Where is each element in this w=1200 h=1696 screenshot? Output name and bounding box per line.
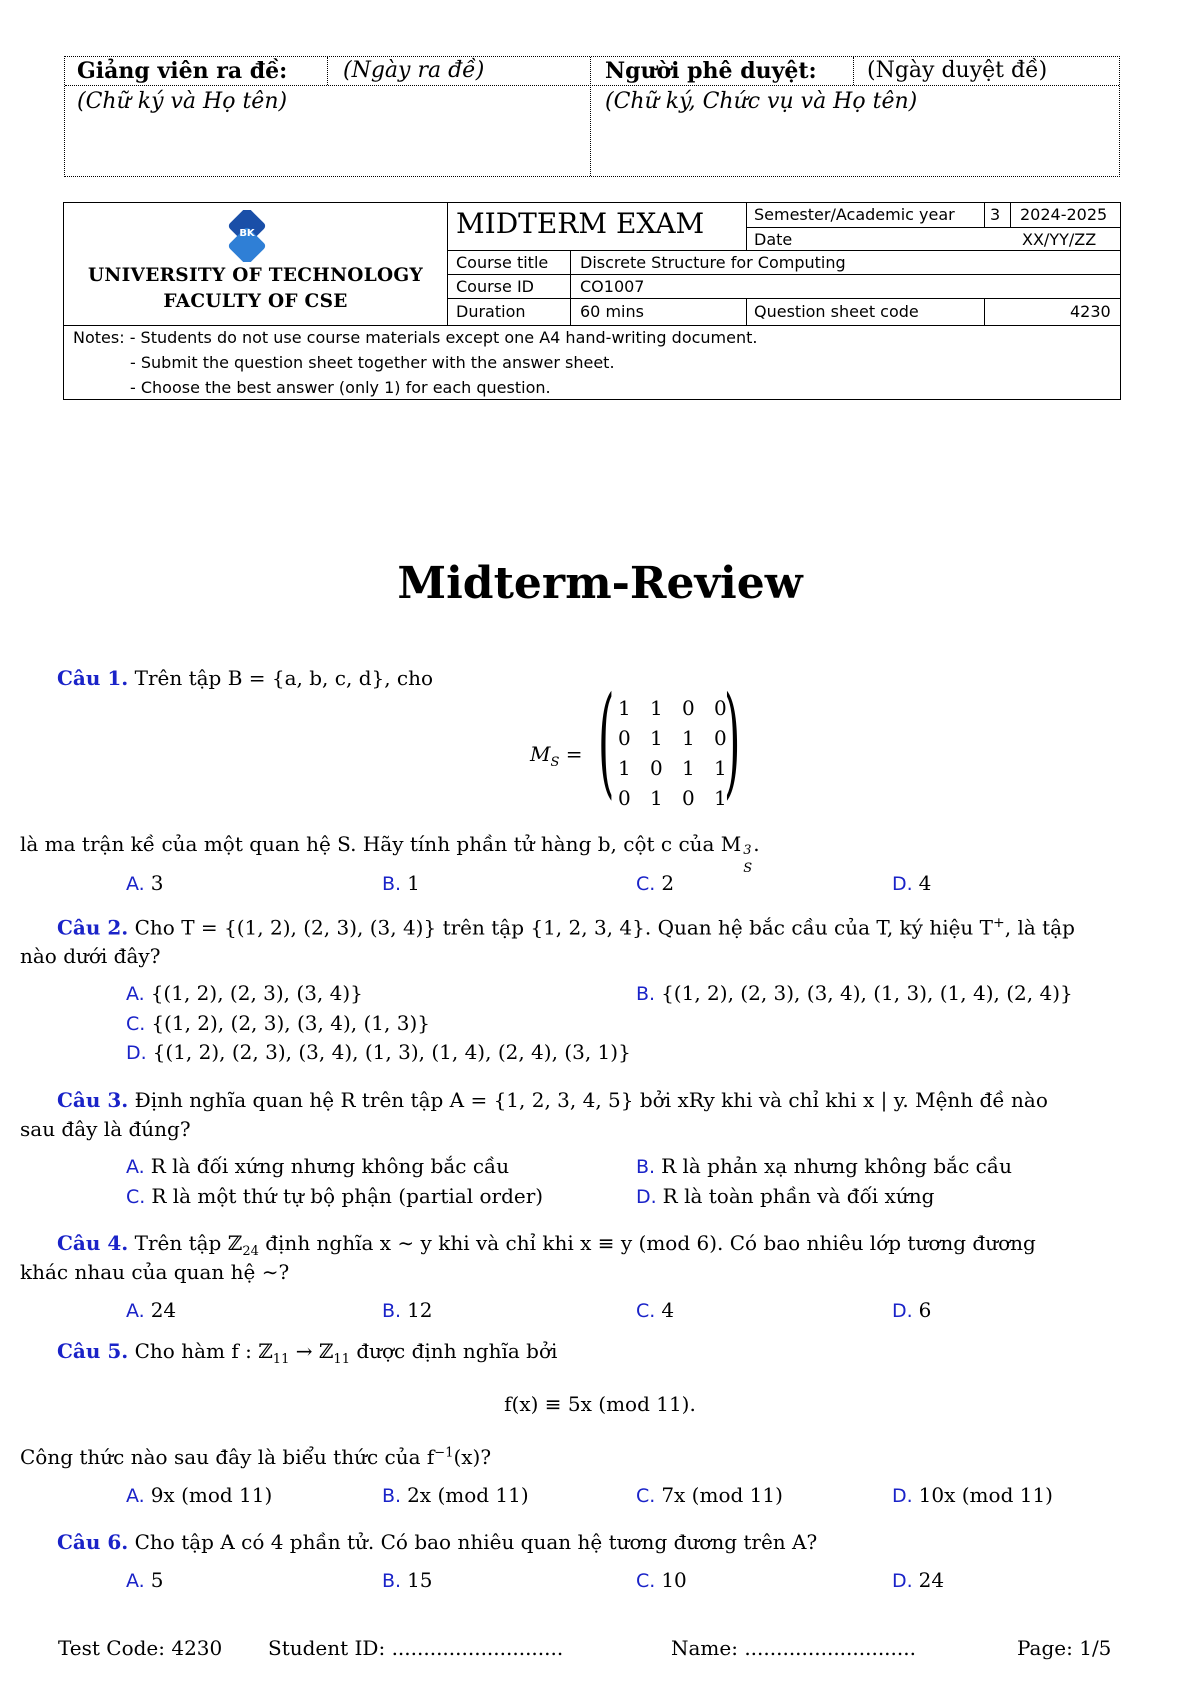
option-text: 24	[150, 1298, 177, 1322]
matrix-label	[530, 742, 583, 770]
answer-option[interactable]	[126, 1568, 163, 1592]
question-sheet-label: Question sheet code	[754, 302, 919, 321]
divider	[746, 227, 1120, 228]
answer-option[interactable]	[126, 1184, 543, 1208]
question-text: Cho hàm f : ℤ	[134, 1339, 273, 1363]
question-text: (x)?	[453, 1445, 492, 1469]
answer-option[interactable]	[892, 1483, 1053, 1507]
divider	[64, 325, 1120, 326]
matrix-cell: 0	[682, 786, 695, 810]
answer-option[interactable]	[636, 871, 674, 895]
note-line: - Choose the best answer (only 1) for each question.	[130, 378, 551, 397]
subscript: 11	[333, 1352, 350, 1367]
question-2-line2: nào dưới đây?	[20, 944, 161, 968]
option-text: 5	[150, 1568, 164, 1592]
option-letter: D.	[892, 873, 913, 895]
question-2	[57, 915, 1075, 940]
divider	[327, 57, 328, 85]
option-letter: B.	[636, 983, 656, 1005]
question-text: Cho tập A có 4 phần tử. Có bao nhiêu quan hệ tương đương trên A?	[134, 1530, 818, 1554]
answer-option[interactable]	[126, 981, 363, 1005]
divider	[447, 298, 1120, 299]
author-label: Giảng viên ra đề:	[77, 58, 288, 84]
subscript: 24	[242, 1244, 259, 1259]
footer-test-code: Test Code: 4230	[58, 1636, 223, 1660]
divider	[590, 57, 591, 176]
matrix-cell: 1	[682, 726, 695, 750]
option-text: 15	[407, 1568, 433, 1592]
prompt-subscript: S	[743, 861, 753, 876]
question-sheet-code: 4230	[1070, 302, 1111, 321]
option-text: R là toàn phần và đối xứng	[662, 1184, 935, 1208]
question-5	[57, 1339, 557, 1367]
approver-label: Người phê duyệt:	[605, 58, 817, 84]
divider	[447, 250, 1120, 251]
option-text: 6	[918, 1298, 932, 1322]
logo-text: BK	[239, 228, 255, 239]
divider	[746, 298, 747, 326]
question-number: Câu 3.	[57, 1088, 129, 1112]
option-text: 4	[918, 871, 932, 895]
subscript: 11	[272, 1352, 290, 1367]
approver-date: (Ngày duyệt đề)	[867, 58, 1048, 83]
question-1	[57, 666, 433, 690]
option-letter: B.	[382, 873, 402, 895]
option-letter: D.	[892, 1485, 913, 1507]
answer-option[interactable]	[126, 1154, 509, 1178]
matrix-cell: 1	[650, 786, 663, 810]
question-5-line2	[20, 1445, 491, 1469]
university-logo	[224, 210, 270, 262]
answer-option[interactable]	[126, 1298, 176, 1322]
equals-sign: =	[565, 742, 583, 766]
option-letter: B.	[382, 1300, 402, 1322]
answer-option[interactable]	[382, 1568, 433, 1592]
duration-value: 60 mins	[580, 302, 644, 321]
option-text: 10	[661, 1568, 687, 1592]
question-number: Câu 6.	[57, 1530, 129, 1554]
note-line: Notes: - Students do not use course materials except one A4 hand-writing document.	[73, 328, 758, 347]
date-value: XX/YY/ZZ	[1022, 230, 1097, 249]
course-id-value: CO1007	[580, 277, 645, 296]
option-letter: C.	[636, 1300, 656, 1322]
option-letter: D.	[892, 1300, 913, 1322]
answer-option[interactable]	[636, 1154, 1012, 1178]
course-title-label: Course title	[456, 253, 549, 272]
matrix-cell: 0	[618, 726, 631, 750]
answer-option[interactable]	[126, 871, 163, 895]
divider	[984, 298, 985, 326]
approver-signature: (Chữ ký, Chức vụ và Họ tên)	[605, 89, 918, 114]
option-text: {(1, 2), (2, 3), (3, 4), (1, 3)}	[151, 1011, 430, 1035]
answer-option[interactable]	[126, 1483, 272, 1507]
option-text: 3	[150, 871, 164, 895]
option-letter: D.	[892, 1570, 913, 1592]
answer-option[interactable]	[126, 1040, 631, 1064]
footer-page: Page: 1/5	[1017, 1636, 1112, 1660]
matrix-cell: 0	[714, 726, 727, 750]
divider	[853, 57, 854, 85]
exam-header-table	[63, 202, 1121, 400]
matrix-cell: 1	[618, 696, 631, 720]
option-text: {(1, 2), (2, 3), (3, 4), (1, 3), (1, 4), (2, 4), (3, 1)}	[152, 1040, 631, 1064]
divider	[570, 250, 571, 326]
answer-option[interactable]	[636, 1568, 687, 1592]
option-letter: D.	[126, 1042, 147, 1064]
question-4	[57, 1231, 1036, 1259]
answer-option[interactable]	[382, 1483, 529, 1507]
option-letter: C.	[126, 1186, 146, 1208]
option-letter: A.	[126, 1156, 145, 1178]
matrix-cell: 1	[650, 696, 663, 720]
option-text: {(1, 2), (2, 3), (3, 4)}	[150, 981, 363, 1005]
divider	[447, 274, 1120, 275]
question-text: được định nghĩa bởi	[349, 1339, 558, 1363]
footer-student-id: Student ID: ...........................	[268, 1636, 564, 1660]
prompt-superscript: 3	[743, 843, 752, 858]
question-text: Trên tập ℤ	[134, 1231, 243, 1255]
question-text: Định nghĩa quan hệ R trên tập A = {1, 2, 3, 4, 5} bởi xRy khi và chỉ khi x | y. Mệnh đề nào	[134, 1088, 1048, 1112]
question-number: Câu 1.	[57, 666, 129, 690]
answer-option[interactable]	[892, 871, 931, 895]
right-paren: )	[724, 672, 741, 811]
course-id-label: Course ID	[456, 277, 534, 296]
question-number: Câu 4.	[57, 1231, 129, 1255]
matrix-cell: 1	[650, 726, 663, 750]
question-text: Cho T = {(1, 2), (2, 3), (3, 4)} trên tập {1, 2, 3, 4}. Quan hệ bắc cầu của T, ký hiệu T	[134, 915, 994, 940]
question-text: định nghĩa x ∼ y khi và chỉ khi x ≡ y (mod 6). Có bao nhiêu lớp tương đương	[258, 1231, 1036, 1255]
question-4-line2: khác nhau của quan hệ ∼?	[20, 1260, 290, 1284]
answer-option[interactable]	[382, 871, 420, 895]
option-text: 1	[407, 871, 420, 895]
option-letter: B.	[636, 1156, 656, 1178]
answer-option[interactable]	[636, 1483, 783, 1507]
footer-name: Name: ...........................	[671, 1636, 916, 1660]
prompt-end: .	[753, 832, 760, 856]
matrix-cell: 1	[714, 786, 727, 810]
left-paren: (	[598, 672, 615, 811]
option-letter: B.	[382, 1570, 402, 1592]
superscript: −1	[434, 1445, 454, 1461]
question-text: Trên tập B = {a, b, c, d}, cho	[134, 666, 434, 690]
matrix-cell: 1	[618, 756, 631, 780]
option-letter: D.	[636, 1186, 657, 1208]
duration-label: Duration	[456, 302, 526, 321]
question-3-line2: sau đây là đúng?	[20, 1117, 191, 1141]
option-letter: C.	[636, 873, 656, 895]
faculty-name: FACULTY OF CSE	[163, 291, 348, 312]
option-text: {(1, 2), (2, 3), (3, 4), (1, 3), (1, 4), (2, 4)}	[661, 981, 1073, 1005]
option-letter: A.	[126, 1485, 145, 1507]
question-number: Câu 5.	[57, 1339, 129, 1363]
author-signature: (Chữ ký và Họ tên)	[77, 89, 288, 114]
matrix-cell: 1	[682, 756, 695, 780]
answer-option[interactable]	[382, 1298, 433, 1322]
answer-option[interactable]	[892, 1568, 944, 1592]
option-text: 12	[407, 1298, 433, 1322]
answer-option[interactable]	[636, 1184, 934, 1208]
option-letter: A.	[126, 873, 145, 895]
university-name: UNIVERSITY OF TECHNOLOGY	[87, 265, 424, 286]
option-text: 7x (mod 11)	[661, 1483, 783, 1507]
answer-option[interactable]	[126, 1011, 430, 1035]
option-letter: A.	[126, 983, 145, 1005]
matrix-subscript: S	[550, 755, 560, 770]
option-letter: C.	[636, 1485, 656, 1507]
note-line: - Submit the question sheet together with the answer sheet.	[130, 353, 615, 372]
answer-option[interactable]	[636, 1298, 674, 1322]
adjacency-matrix	[618, 696, 730, 814]
option-text: 2	[661, 871, 675, 895]
option-text: 4	[661, 1298, 675, 1322]
date-label: Date	[754, 230, 793, 249]
matrix-cell: 0	[618, 786, 631, 810]
document-title: Midterm-Review	[397, 558, 803, 609]
option-text: R là đối xứng nhưng không bắc cầu	[150, 1154, 510, 1178]
question-text: Công thức nào sau đây là biểu thức của f	[20, 1445, 435, 1469]
course-title-value: Discrete Structure for Computing	[580, 253, 846, 272]
option-letter: B.	[382, 1485, 402, 1507]
exam-title: MIDTERM EXAM	[456, 207, 705, 240]
matrix-cell: 0	[714, 696, 727, 720]
answer-option[interactable]	[636, 981, 1073, 1005]
option-text: 24	[918, 1568, 945, 1592]
option-letter: A.	[126, 1570, 145, 1592]
question-1-prompt	[20, 832, 760, 876]
matrix-cell: 0	[682, 696, 695, 720]
matrix-cell: 1	[714, 756, 727, 780]
author-date: (Ngày ra đề)	[343, 58, 485, 83]
option-letter: A.	[126, 1300, 145, 1322]
question-text: , là tập	[1004, 915, 1075, 940]
academic-year: 2024-2025	[1020, 205, 1108, 224]
option-text: R là một thứ tự bộ phận (partial order)	[151, 1184, 544, 1208]
option-letter: C.	[126, 1013, 146, 1035]
divider	[1010, 203, 1011, 228]
option-text: 10x (mod 11)	[918, 1483, 1053, 1507]
matrix-symbol: M	[530, 742, 551, 766]
matrix-cell: 0	[650, 756, 663, 780]
question-6	[57, 1530, 817, 1554]
question-text: → ℤ	[289, 1339, 334, 1363]
approval-box	[64, 56, 1120, 177]
option-letter: C.	[636, 1570, 656, 1592]
option-text: 9x (mod 11)	[150, 1483, 273, 1507]
function-formula: f(x) ≡ 5x (mod 11).	[504, 1392, 696, 1416]
divider	[447, 203, 448, 326]
prompt-text: là ma trận kề của một quan hệ S. Hãy tính phần tử hàng b, cột c của M	[20, 832, 742, 856]
divider	[65, 85, 1119, 86]
question-3	[57, 1088, 1048, 1112]
semester-label: Semester/Academic year	[754, 205, 955, 224]
semester-value: 3	[990, 205, 1001, 224]
divider	[984, 203, 985, 228]
option-text: 2x (mod 11)	[407, 1483, 529, 1507]
question-number: Câu 2.	[57, 915, 129, 940]
answer-option[interactable]	[892, 1298, 931, 1322]
superscript: +	[993, 915, 1005, 931]
option-text: R là phản xạ nhưng không bắc cầu	[661, 1154, 1012, 1178]
